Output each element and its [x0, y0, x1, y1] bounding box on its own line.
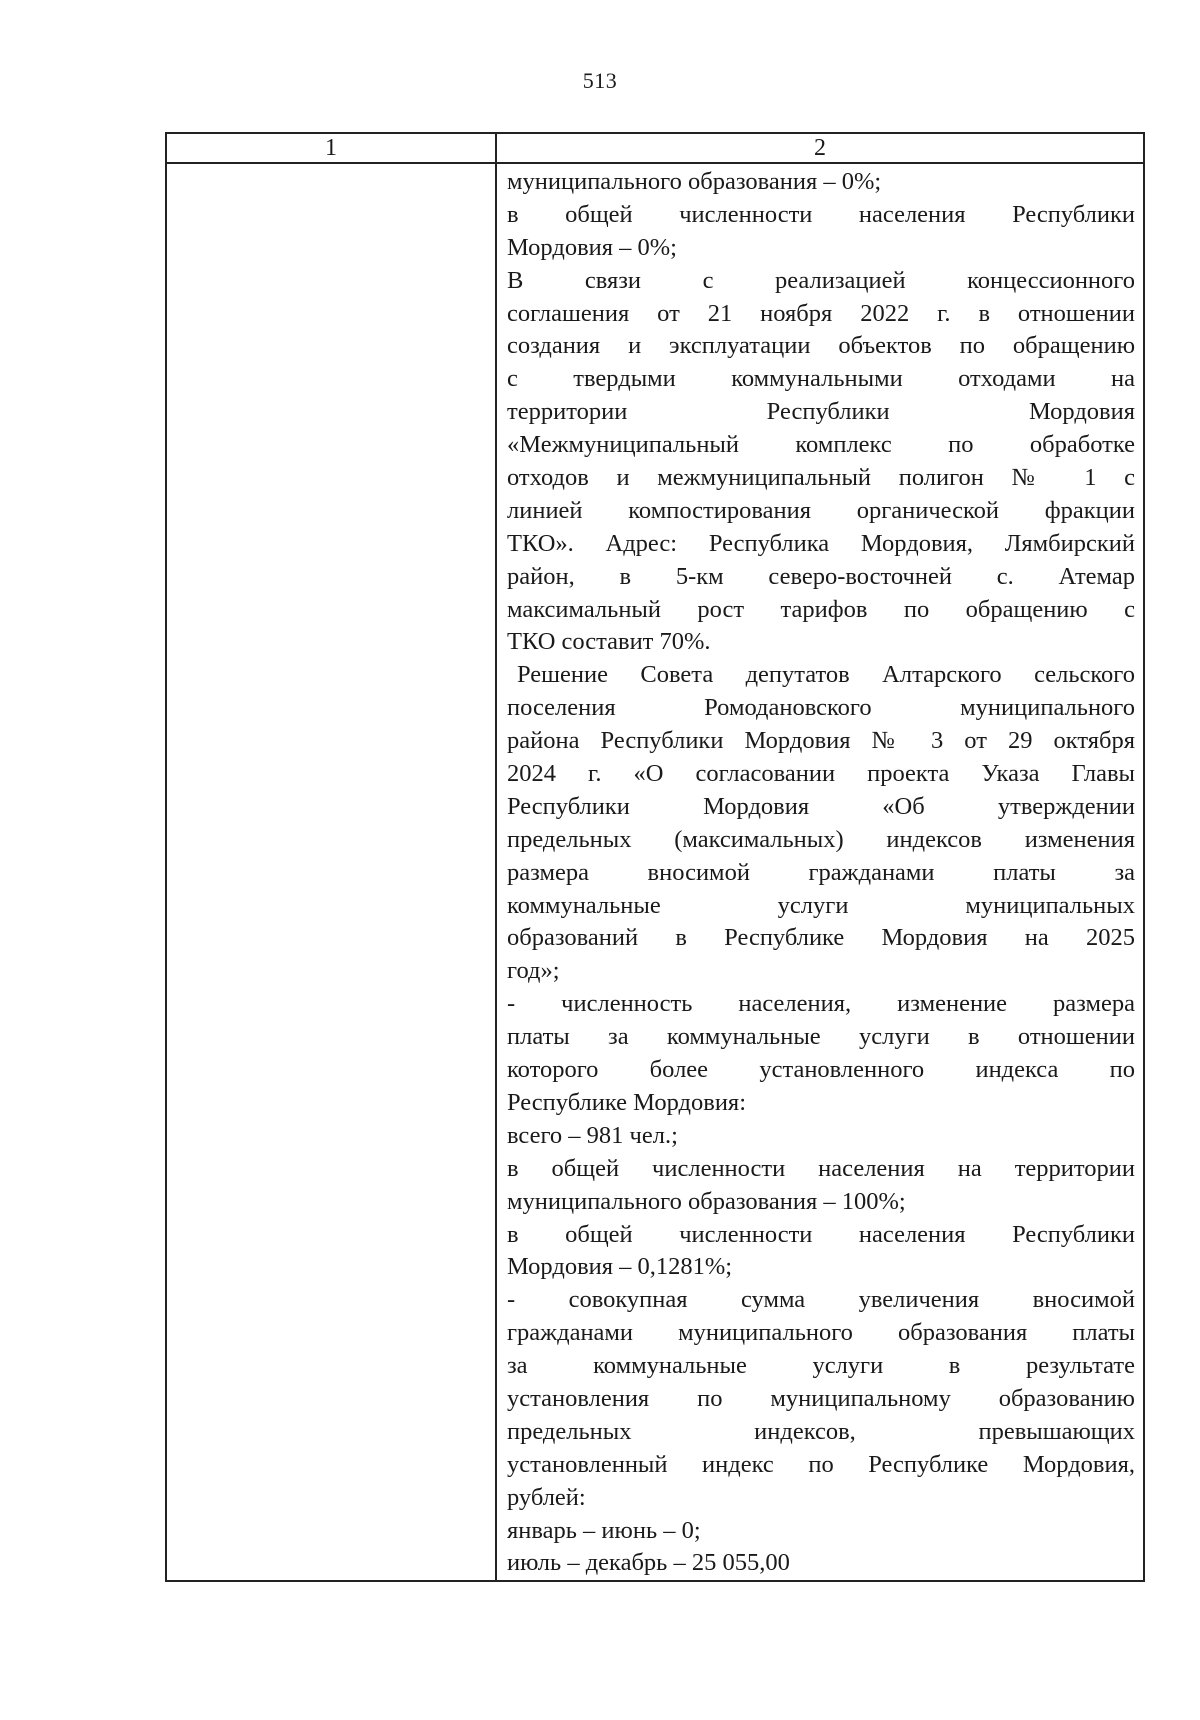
text-line: год»; [507, 957, 560, 985]
text-line: июль – декабрь – 25 055,00 [507, 1549, 790, 1577]
text-line: январь – июнь – 0; [507, 1516, 701, 1544]
column-1-header: 1 [325, 135, 337, 161]
text-line: в общей численности населения на территории [507, 1154, 1135, 1182]
text-line: муниципального образования – 100%; [507, 1187, 906, 1215]
text-line: В связи с реализацией концессионного [507, 266, 1135, 294]
text-line: соглашения от 21 ноября 2022 г. в отношении [507, 299, 1135, 327]
text-line: район, в 5-км северо-восточней с. Атемар [507, 562, 1135, 590]
column-divider [495, 134, 497, 1580]
text-line: - численность населения, изменение размера [507, 990, 1135, 1018]
text-line: района Республики Мордовия № 3 от 29 октября [507, 727, 1135, 755]
text-line: в общей численности населения Республики [507, 200, 1135, 228]
text-line: рублей: [507, 1483, 586, 1511]
text-line: Решение Совета депутатов Алтарского сельского [517, 661, 1135, 689]
text-line: ТКО». Адрес: Республика Мордовия, Лямбирский [507, 529, 1135, 557]
column-2-header: 2 [814, 135, 826, 161]
text-line: Республике Мордовия: [507, 1088, 747, 1116]
text-line: в общей численности населения Республики [507, 1220, 1135, 1248]
text-line: размера вносимой гражданами платы за [507, 858, 1135, 886]
page-number: 513 [582, 68, 618, 93]
document-table [165, 132, 1145, 1582]
text-line: установленный индекс по Республике Мордовия, [507, 1450, 1135, 1478]
table-header-row [167, 134, 1143, 164]
text-line: Мордовия – 0%; [507, 233, 677, 261]
text-line: поселения Ромодановского муниципального [507, 694, 1135, 722]
text-line: предельных индексов, превышающих [507, 1417, 1135, 1445]
text-line: гражданами муниципального образования платы [507, 1319, 1135, 1347]
text-line: которого более установленного индекса по [507, 1056, 1135, 1084]
column-1-cell [167, 164, 495, 1580]
text-line: 2024 г. «О согласовании проекта Указа Главы [507, 760, 1135, 788]
column-2-cell [507, 166, 1135, 1578]
text-line: ТКО составит 70%. [507, 628, 711, 656]
text-line: Республики Мордовия «Об утверждении [507, 792, 1135, 820]
text-line: Мордовия – 0,1281%; [507, 1253, 733, 1281]
text-line: всего – 981 чел.; [507, 1121, 678, 1149]
text-line: образований в Республике Мордовия на 2025 [507, 924, 1135, 952]
text-line: за коммунальные услуги в результате [507, 1352, 1135, 1380]
text-line: - совокупная сумма увеличения вносимой [507, 1286, 1135, 1314]
text-line: коммунальные услуги муниципальных [507, 891, 1135, 919]
text-line: создания и эксплуатации объектов по обращению [507, 332, 1135, 360]
text-line: территории Республики Мордовия [507, 398, 1135, 426]
text-line: «Межмуниципальный комплекс по обработке [507, 431, 1135, 459]
text-line: максимальный рост тарифов по обращению с [507, 595, 1135, 623]
text-line: отходов и межмуниципальный полигон № 1 с [507, 464, 1135, 492]
text-line: муниципального образования – 0%; [507, 168, 882, 195]
text-line: платы за коммунальные услуги в отношении [507, 1023, 1135, 1051]
text-line: установления по муниципальному образованию [507, 1384, 1135, 1412]
text-line: линией компостирования органической фракции [507, 496, 1135, 524]
text-line: с твердыми коммунальными отходами на [507, 365, 1135, 393]
text-line: предельных (максимальных) индексов изменения [507, 825, 1135, 853]
